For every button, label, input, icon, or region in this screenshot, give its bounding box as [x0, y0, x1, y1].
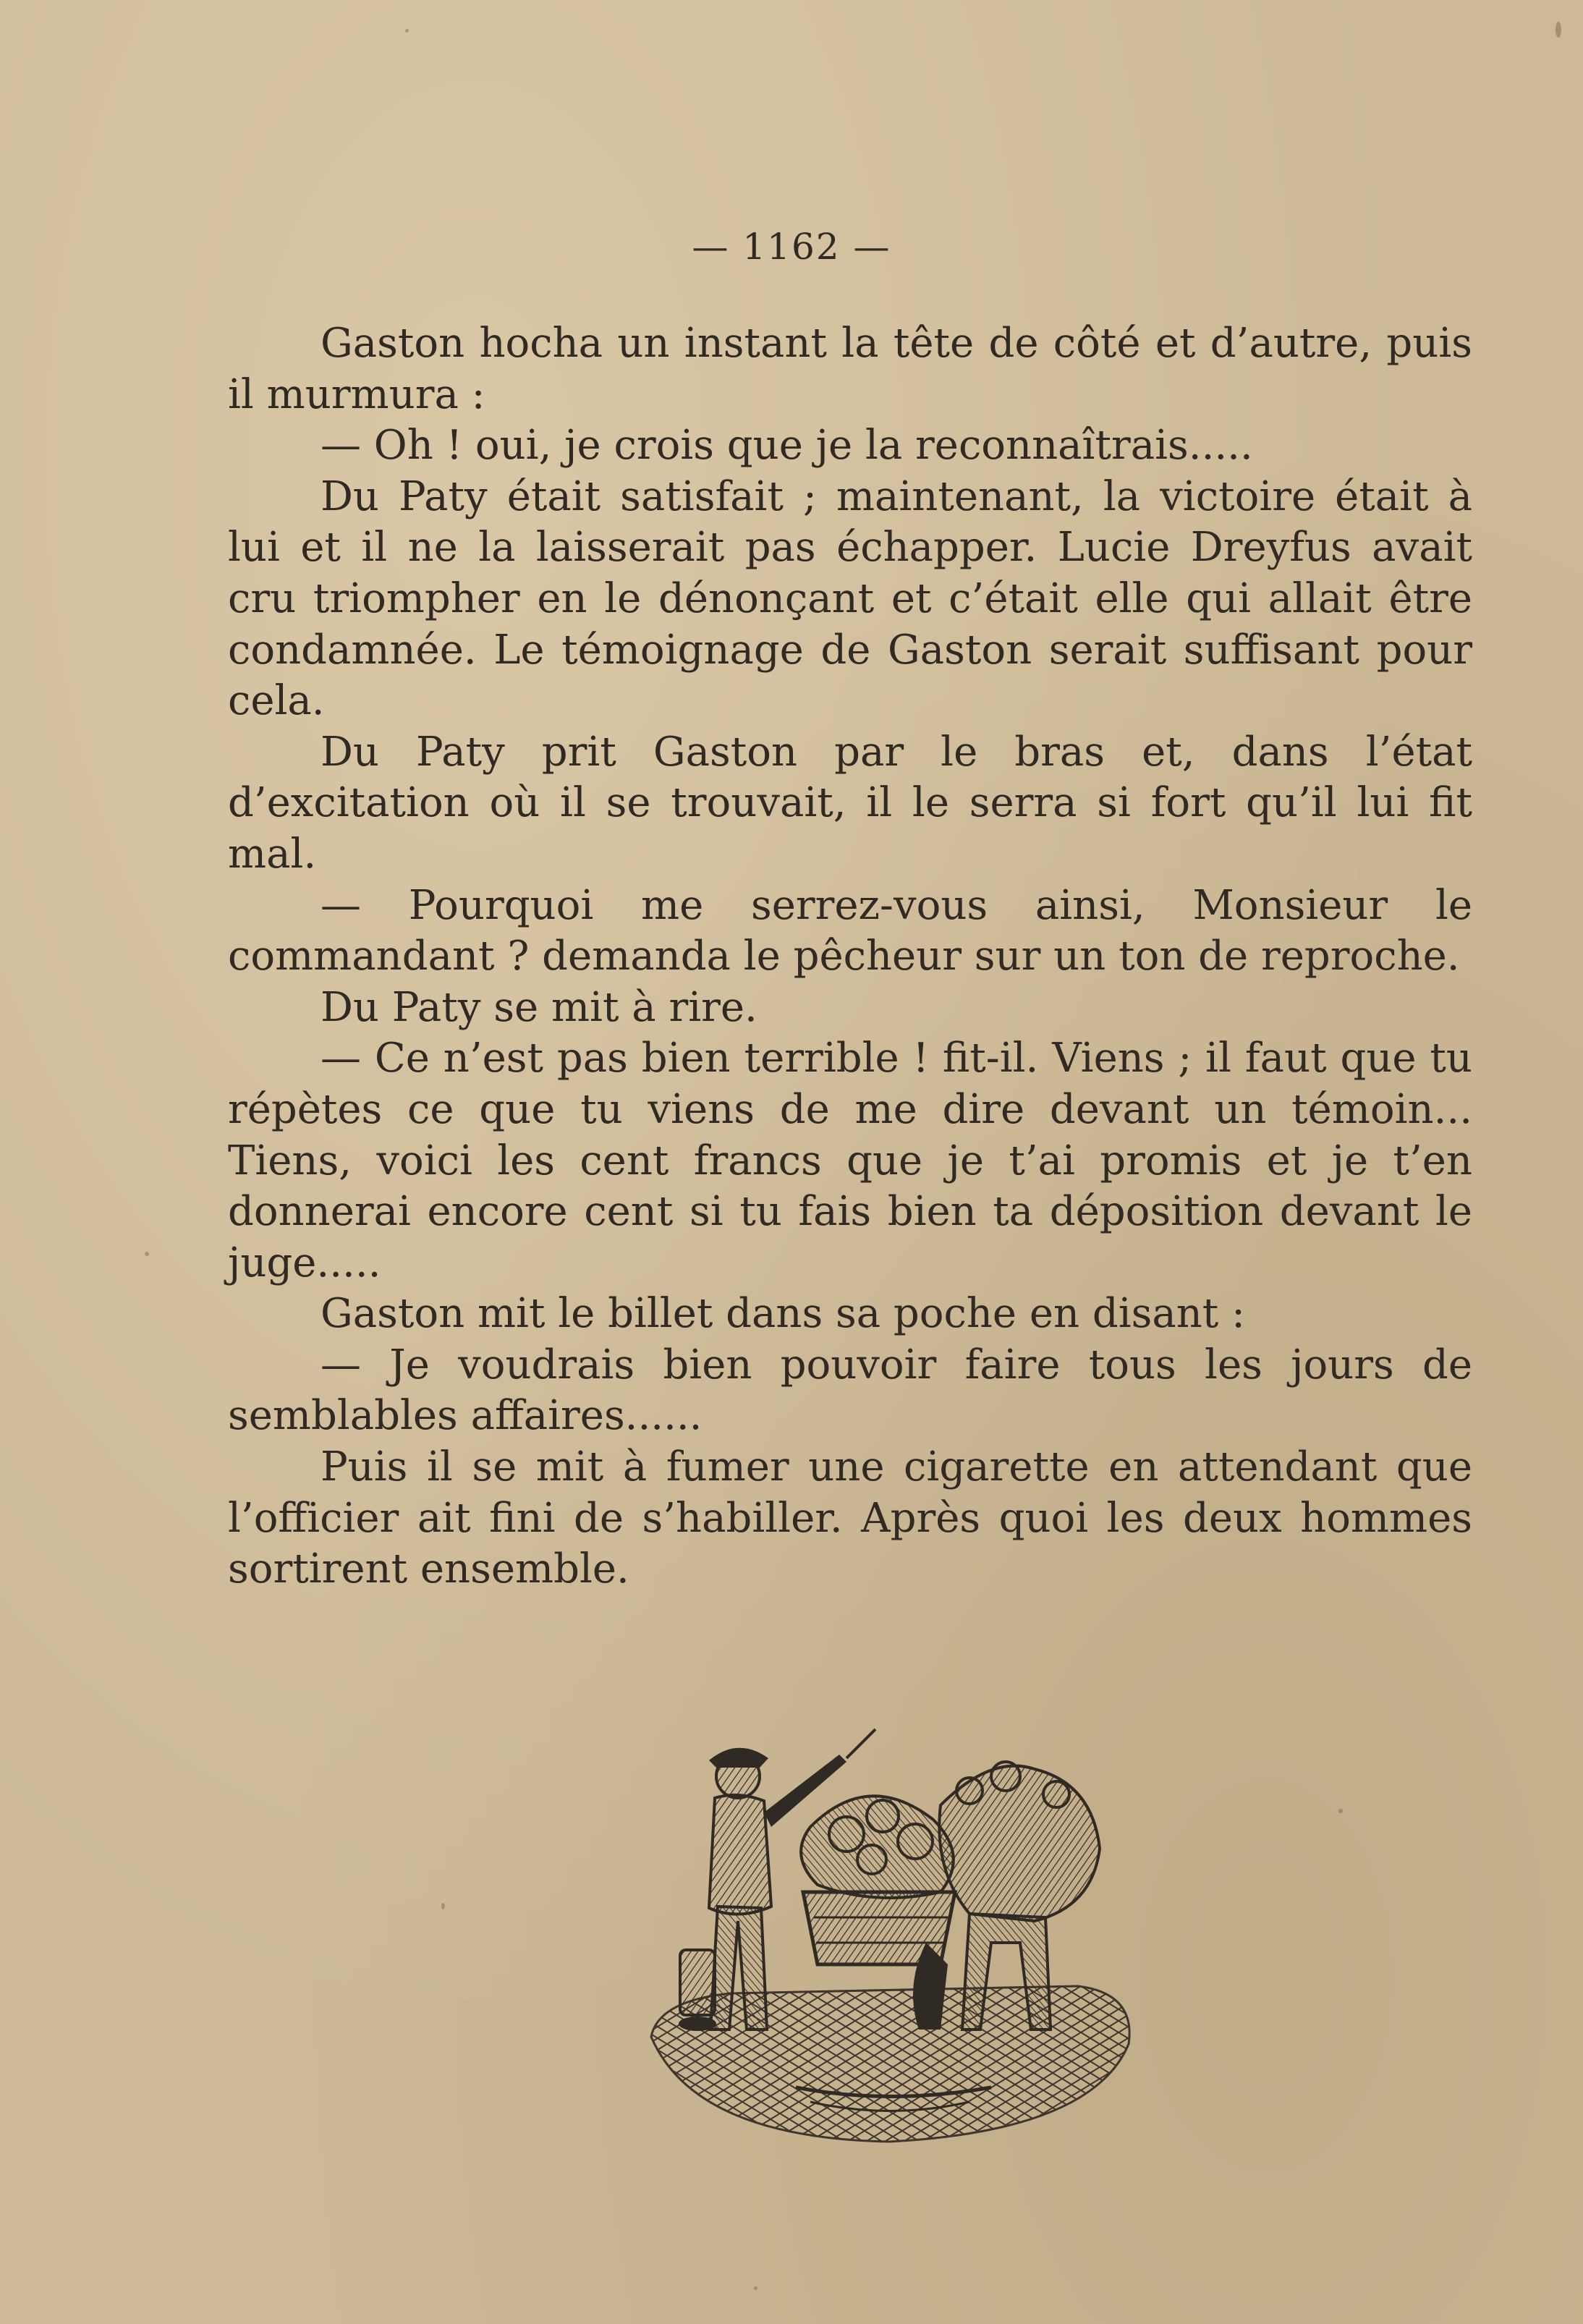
paragraph: Gaston mit le billet dans sa poche en disant :: [321, 1290, 1245, 1338]
paper-speck: [1556, 22, 1561, 38]
produce-basket: [801, 1796, 955, 1964]
paper-speck: [441, 1903, 445, 1909]
paper-speck: [405, 29, 409, 33]
paragraph: Du Paty prit Gaston par le bras et, dans l’état d’excitation où il se trouvait, il le serra si fort qu’il lui fit mal.: [228, 728, 1472, 878]
paragraph: Puis il se mit à fumer une cigarette en attendant que l’officier ait fini de s’habiller. Après quoi les deux hommes sortirent ensemble.: [228, 1443, 1472, 1593]
page-number: — 1162 —: [692, 226, 891, 268]
paragraph: Du Paty se mit à rire.: [321, 983, 757, 1031]
paper-speck: [1338, 1809, 1343, 1813]
paragraph: — Je voudrais bien pouvoir faire tous les jours de semblables affaires......: [228, 1341, 1472, 1440]
paper-speck: [754, 2286, 757, 2290]
engraving-vignette-icon: [629, 1726, 1150, 2153]
paragraph: Du Paty était satisfait ; maintenant, la victoire était à lui et il ne la laisserait pas échapper. Lucie Dreyfus avait cru triompher en le dénonçant et c’était elle qui allait être condamnée. Le témoignage de Gaston serait suffisant pour cela.: [228, 472, 1472, 725]
paragraph: — Ce n’est pas bien terrible ! fit-il. Viens ; il faut que tu répètes ce que tu viens de me dire devant un témoin... Tiens, voici les cent francs que je t’ai promis et je t’en donnerai encore cent si tu fais bien ta déposition devant le juge.....: [228, 1035, 1472, 1286]
paragraph: Gaston hocha un instant la tête de côté et d’autre, puis il murmura :: [228, 320, 1472, 418]
paragraph: — Oh ! oui, je crois que je la reconnaîtrais.....: [321, 422, 1253, 470]
paper-speck: [145, 1252, 149, 1256]
body-text: [228, 318, 1472, 1595]
paragraph: — Pourquoi me serrez-vous ainsi, Monsieur le commandant ? demanda le pêcheur sur un ton de reproche.: [228, 881, 1472, 980]
